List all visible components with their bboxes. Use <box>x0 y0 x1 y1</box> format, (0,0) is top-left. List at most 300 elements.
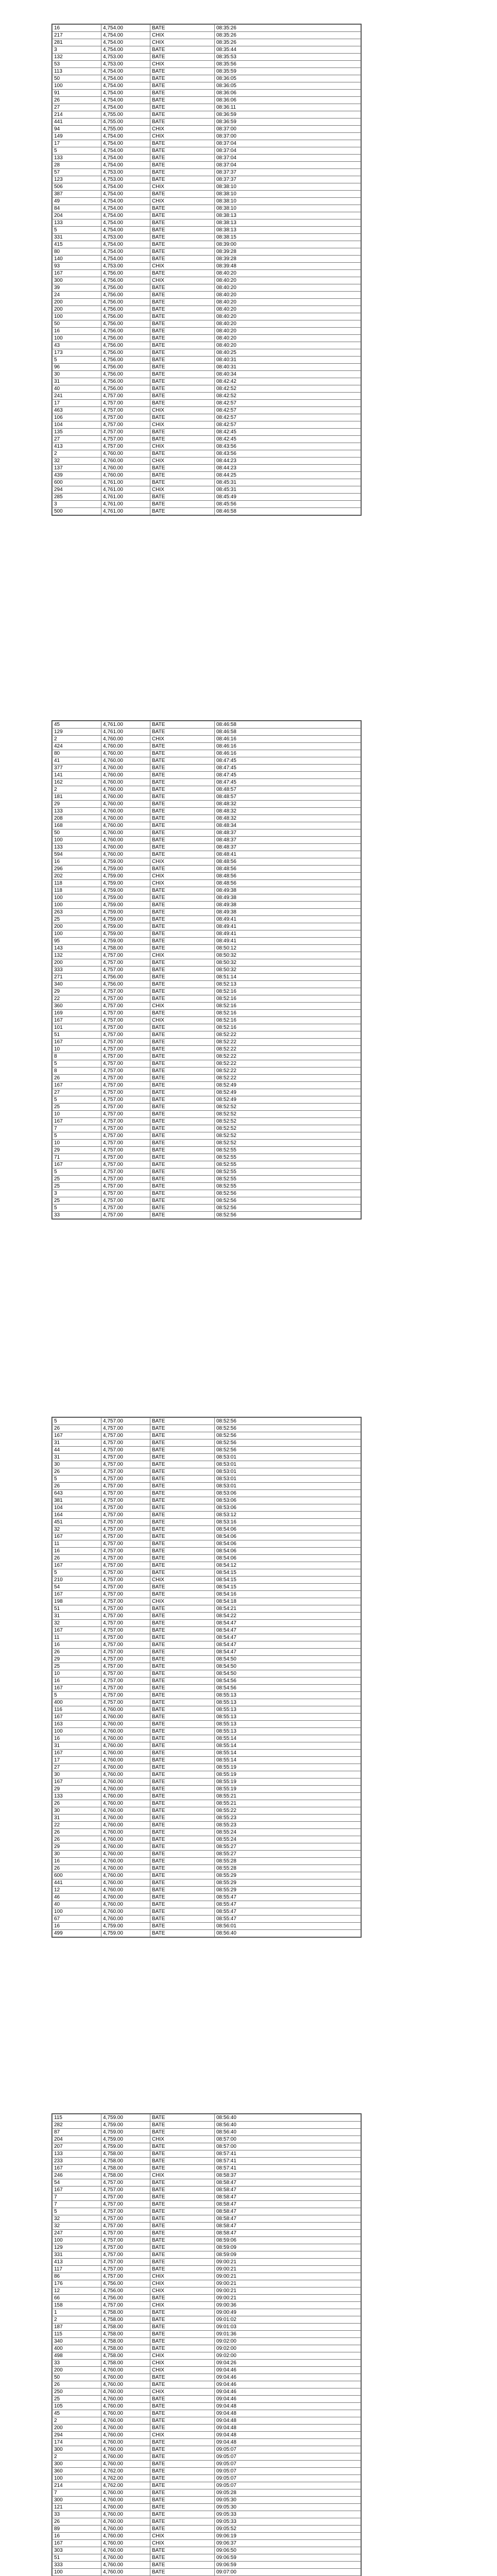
price-cell: 4,757.00 <box>101 1555 150 1562</box>
volume-cell: 174 <box>53 2439 101 2446</box>
volume-cell: 31 <box>53 1454 101 1461</box>
volume-cell: 137 <box>53 465 101 472</box>
price-cell: 4,756.00 <box>101 306 150 313</box>
venue-cell: BATE <box>150 414 215 421</box>
volume-cell: 50 <box>53 320 101 328</box>
table-row <box>53 1742 361 1750</box>
volume-cell: 5 <box>53 1476 101 1483</box>
price-cell: 4,757.00 <box>101 1168 150 1176</box>
table-row <box>53 263 361 270</box>
table-row <box>53 2331 361 2338</box>
time-cell: 08:55:13 <box>215 1721 361 1728</box>
table-row <box>53 1089 361 1096</box>
table-row <box>53 1641 361 1649</box>
table-row <box>53 486 361 494</box>
volume-cell: 26 <box>53 1865 101 1872</box>
time-cell: 08:53:01 <box>215 1454 361 1461</box>
table-row <box>53 880 361 887</box>
venue-cell: BATE <box>150 1168 215 1176</box>
price-cell: 4,760.00 <box>101 465 150 472</box>
table-row <box>53 1519 361 1526</box>
volume-cell: 129 <box>53 728 101 736</box>
time-cell: 08:55:19 <box>215 1778 361 1786</box>
time-cell: 08:48:37 <box>215 829 361 837</box>
table-row <box>53 1858 361 1865</box>
table-row <box>53 2158 361 2165</box>
price-cell: 4,757.00 <box>101 1598 150 1605</box>
venue-cell: BATE <box>150 2208 215 2215</box>
table-row <box>53 2497 361 2504</box>
venue-cell: BATE <box>150 75 215 82</box>
venue-cell: BATE <box>150 2158 215 2165</box>
table-row <box>53 450 361 457</box>
price-cell: 4,756.00 <box>101 371 150 378</box>
venue-cell: BATE <box>150 1031 215 1039</box>
time-cell: 08:50:32 <box>215 967 361 974</box>
volume-cell: 5 <box>53 147 101 155</box>
table-row <box>53 1836 361 1843</box>
price-cell: 4,759.00 <box>101 2122 150 2129</box>
volume-cell: 100 <box>53 930 101 938</box>
venue-cell: BATE <box>150 436 215 443</box>
volume-cell: 296 <box>53 866 101 873</box>
volume-cell: 133 <box>53 155 101 162</box>
venue-cell: CHIX <box>150 263 215 270</box>
venue-cell: BATE <box>150 750 215 757</box>
table-row <box>53 1490 361 1497</box>
time-cell: 08:55:47 <box>215 1908 361 1916</box>
volume-cell: 5 <box>53 1418 101 1425</box>
price-cell: 4,760.00 <box>101 1865 150 1872</box>
price-cell: 4,760.00 <box>101 757 150 765</box>
volume-cell: 167 <box>53 1039 101 1046</box>
volume-cell: 167 <box>53 1627 101 1634</box>
table-row <box>53 176 361 183</box>
volume-cell: 263 <box>53 909 101 916</box>
price-cell: 4,756.00 <box>101 2295 150 2302</box>
venue-cell: BATE <box>150 967 215 974</box>
venue-cell: CHIX <box>150 2172 215 2179</box>
time-cell: 08:52:55 <box>215 1168 361 1176</box>
volume-cell: 32 <box>53 1526 101 1533</box>
volume-cell: 2 <box>53 2417 101 2425</box>
volume-cell: 84 <box>53 205 101 212</box>
volume-cell: 25 <box>53 1183 101 1190</box>
time-cell: 08:48:32 <box>215 808 361 815</box>
volume-cell: 46 <box>53 1894 101 1901</box>
table-row <box>53 1432 361 1439</box>
venue-cell: BATE <box>150 995 215 1003</box>
volume-cell: 463 <box>53 407 101 414</box>
venue-cell: BATE <box>150 2122 215 2129</box>
time-cell: 08:35:44 <box>215 46 361 54</box>
venue-cell: BATE <box>150 2201 215 2208</box>
venue-cell: BATE <box>150 248 215 256</box>
table-row <box>53 1699 361 1706</box>
time-cell: 08:35:26 <box>215 25 361 32</box>
volume-cell: 167 <box>53 2187 101 2194</box>
price-cell: 4,754.00 <box>101 212 150 219</box>
time-cell: 08:54:06 <box>215 1533 361 1540</box>
volume-cell: 22 <box>53 995 101 1003</box>
venue-cell: BATE <box>150 959 215 967</box>
volume-cell: 27 <box>53 1764 101 1771</box>
price-cell: 4,753.00 <box>101 263 150 270</box>
venue-cell: BATE <box>150 1533 215 1540</box>
table-row <box>53 54 361 61</box>
trades-page-1 <box>52 24 362 516</box>
volume-cell: 100 <box>53 82 101 90</box>
table-row <box>53 198 361 205</box>
table-row <box>53 1555 361 1562</box>
price-cell: 4,756.00 <box>101 342 150 349</box>
price-cell: 4,757.00 <box>101 414 150 421</box>
table-row <box>53 981 361 988</box>
table-row <box>53 2309 361 2316</box>
venue-cell: BATE <box>150 1613 215 1620</box>
volume-cell: 91 <box>53 90 101 97</box>
price-cell: 4,760.00 <box>101 2511 150 2518</box>
venue-cell: BATE <box>150 1670 215 1677</box>
volume-cell: 100 <box>53 894 101 902</box>
volume-cell: 200 <box>53 959 101 967</box>
price-cell: 4,757.00 <box>101 967 150 974</box>
table-row <box>53 212 361 219</box>
volume-cell: 80 <box>53 248 101 256</box>
venue-cell: BATE <box>150 219 215 227</box>
time-cell: 08:40:20 <box>215 306 361 313</box>
price-cell: 4,760.00 <box>101 1714 150 1721</box>
venue-cell: CHIX <box>150 277 215 284</box>
volume-cell: 31 <box>53 378 101 385</box>
venue-cell: BATE <box>150 1161 215 1168</box>
time-cell: 09:05:07 <box>215 2453 361 2461</box>
volume-cell: 29 <box>53 1843 101 1851</box>
time-cell: 08:50:32 <box>215 952 361 959</box>
time-cell: 08:58:47 <box>215 2201 361 2208</box>
venue-cell: BATE <box>150 1082 215 1089</box>
venue-cell: CHIX <box>150 2367 215 2374</box>
table-row <box>53 793 361 801</box>
price-cell: 4,757.00 <box>101 1046 150 1053</box>
price-cell: 4,757.00 <box>101 1039 150 1046</box>
table-row <box>53 1930 361 1937</box>
price-cell: 4,757.00 <box>101 1613 150 1620</box>
volume-cell: 117 <box>53 2266 101 2273</box>
trades-table <box>52 24 361 515</box>
volume-cell: 10 <box>53 1111 101 1118</box>
time-cell: 08:53:12 <box>215 1512 361 1519</box>
price-cell: 4,760.00 <box>101 2554 150 2562</box>
volume-cell: 200 <box>53 2425 101 2432</box>
price-cell: 4,757.00 <box>101 400 150 407</box>
time-cell: 08:45:49 <box>215 494 361 501</box>
venue-cell: BATE <box>150 728 215 736</box>
time-cell: 08:53:01 <box>215 1483 361 1490</box>
time-cell: 08:49:38 <box>215 894 361 902</box>
volume-cell: 41 <box>53 757 101 765</box>
venue-cell: BATE <box>150 378 215 385</box>
table-row <box>53 284 361 292</box>
table-row <box>53 1793 361 1800</box>
volume-cell: 594 <box>53 851 101 858</box>
table-row <box>53 407 361 414</box>
table-row <box>53 1526 361 1533</box>
price-cell: 4,760.00 <box>101 1728 150 1735</box>
volume-cell: 29 <box>53 1656 101 1663</box>
venue-cell: BATE <box>150 2114 215 2122</box>
price-cell: 4,758.00 <box>101 2172 150 2179</box>
table-row <box>53 844 361 851</box>
price-cell: 4,759.00 <box>101 2143 150 2150</box>
volume-cell: 123 <box>53 176 101 183</box>
volume-cell: 167 <box>53 2165 101 2172</box>
price-cell: 4,761.00 <box>101 728 150 736</box>
time-cell: 08:52:56 <box>215 1418 361 1425</box>
volume-cell: 29 <box>53 988 101 995</box>
time-cell: 08:55:13 <box>215 1692 361 1699</box>
table-row <box>53 1461 361 1468</box>
table-row <box>53 1872 361 1879</box>
table-row <box>53 2569 361 2576</box>
venue-cell: BATE <box>150 1519 215 1526</box>
time-cell: 08:55:19 <box>215 1764 361 1771</box>
time-cell: 08:55:24 <box>215 1836 361 1843</box>
volume-cell: 17 <box>53 140 101 147</box>
time-cell: 08:52:22 <box>215 1060 361 1067</box>
volume-cell: 413 <box>53 2259 101 2266</box>
table-row <box>53 277 361 284</box>
volume-cell: 187 <box>53 2324 101 2331</box>
venue-cell: BATE <box>150 1721 215 1728</box>
venue-cell: BATE <box>150 212 215 219</box>
volume-cell: 1 <box>53 2309 101 2316</box>
venue-cell: BATE <box>150 241 215 248</box>
venue-cell: BATE <box>150 1490 215 1497</box>
trades-table <box>52 1417 361 1937</box>
table-row <box>53 786 361 793</box>
volume-cell: 16 <box>53 1735 101 1742</box>
volume-cell: 200 <box>53 2367 101 2374</box>
table-row <box>53 147 361 155</box>
venue-cell: BATE <box>150 97 215 104</box>
table-row <box>53 1132 361 1140</box>
venue-cell: BATE <box>150 974 215 981</box>
price-cell: 4,760.00 <box>101 1757 150 1764</box>
volume-cell: 451 <box>53 1519 101 1526</box>
table-row <box>53 1843 361 1851</box>
time-cell: 08:54:18 <box>215 1598 361 1605</box>
volume-cell: 32 <box>53 2223 101 2230</box>
venue-cell: CHIX <box>150 61 215 68</box>
price-cell: 4,756.00 <box>101 277 150 284</box>
price-cell: 4,760.00 <box>101 2439 150 2446</box>
time-cell: 09:07:00 <box>215 2569 361 2576</box>
venue-cell: BATE <box>150 1190 215 1197</box>
volume-cell: 200 <box>53 306 101 313</box>
table-row <box>53 241 361 248</box>
time-cell: 08:55:14 <box>215 1750 361 1757</box>
table-row <box>53 1154 361 1161</box>
volume-cell: 169 <box>53 1010 101 1017</box>
table-row <box>53 2482 361 2489</box>
time-cell: 08:38:13 <box>215 219 361 227</box>
time-cell: 09:00:21 <box>215 2266 361 2273</box>
venue-cell: BATE <box>150 1504 215 1512</box>
venue-cell: BATE <box>150 2129 215 2136</box>
volume-cell: 26 <box>53 1555 101 1562</box>
time-cell: 09:01:02 <box>215 2316 361 2324</box>
venue-cell: BATE <box>150 1555 215 1562</box>
time-cell: 08:52:52 <box>215 1125 361 1132</box>
price-cell: 4,757.00 <box>101 988 150 995</box>
venue-cell: BATE <box>150 501 215 508</box>
table-row <box>53 1205 361 1212</box>
venue-cell: BATE <box>150 786 215 793</box>
venue-cell: BATE <box>150 801 215 808</box>
time-cell: 08:52:55 <box>215 1147 361 1154</box>
table-row <box>53 1879 361 1887</box>
time-cell: 09:04:48 <box>215 2432 361 2439</box>
table-row <box>53 2208 361 2215</box>
time-cell: 08:59:09 <box>215 2251 361 2259</box>
time-cell: 08:46:16 <box>215 750 361 757</box>
time-cell: 08:52:52 <box>215 1118 361 1125</box>
price-cell: 4,760.00 <box>101 743 150 750</box>
volume-cell: 11 <box>53 1540 101 1548</box>
venue-cell: BATE <box>150 2338 215 2345</box>
venue-cell: CHIX <box>150 39 215 46</box>
time-cell: 09:05:07 <box>215 2482 361 2489</box>
venue-cell: BATE <box>150 1096 215 1104</box>
table-row <box>53 1425 361 1432</box>
time-cell: 08:55:47 <box>215 1916 361 1923</box>
table-row <box>53 995 361 1003</box>
table-row <box>53 2468 361 2475</box>
volume-cell: 10 <box>53 1670 101 1677</box>
volume-cell: 132 <box>53 952 101 959</box>
price-cell: 4,753.00 <box>101 176 150 183</box>
table-row <box>53 1706 361 1714</box>
venue-cell: BATE <box>150 2381 215 2388</box>
volume-cell: 10 <box>53 1046 101 1053</box>
venue-cell: BATE <box>150 1786 215 1793</box>
table-row <box>53 1757 361 1764</box>
table-row <box>53 68 361 75</box>
time-cell: 08:48:32 <box>215 815 361 822</box>
time-cell: 08:38:13 <box>215 212 361 219</box>
time-cell: 08:52:16 <box>215 1003 361 1010</box>
price-cell: 4,760.00 <box>101 2410 150 2417</box>
volume-cell: 5 <box>53 1205 101 1212</box>
venue-cell: BATE <box>150 1526 215 1533</box>
time-cell: 08:55:14 <box>215 1742 361 1750</box>
venue-cell: BATE <box>150 1447 215 1454</box>
volume-cell: 11 <box>53 1634 101 1641</box>
price-cell: 4,757.00 <box>101 1540 150 1548</box>
time-cell: 08:52:16 <box>215 1010 361 1017</box>
price-cell: 4,756.00 <box>101 299 150 306</box>
time-cell: 08:40:20 <box>215 342 361 349</box>
time-cell: 08:55:27 <box>215 1843 361 1851</box>
venue-cell: BATE <box>150 2345 215 2352</box>
venue-cell: BATE <box>150 757 215 765</box>
price-cell: 4,757.00 <box>101 1627 150 1634</box>
venue-cell: BATE <box>150 393 215 400</box>
price-cell: 4,757.00 <box>101 1104 150 1111</box>
venue-cell: BATE <box>150 385 215 393</box>
volume-cell: 413 <box>53 443 101 450</box>
venue-cell: BATE <box>150 2230 215 2237</box>
volume-cell: 158 <box>53 2302 101 2309</box>
venue-cell: BATE <box>150 155 215 162</box>
price-cell: 4,757.00 <box>101 1024 150 1031</box>
price-cell: 4,760.00 <box>101 1872 150 1879</box>
table-row <box>53 873 361 880</box>
volume-cell: 33 <box>53 2360 101 2367</box>
time-cell: 09:00:21 <box>215 2273 361 2280</box>
volume-cell: 200 <box>53 299 101 306</box>
venue-cell: BATE <box>150 1439 215 1447</box>
table-row <box>53 1053 361 1060</box>
volume-cell: 25 <box>53 1663 101 1670</box>
venue-cell: CHIX <box>150 2432 215 2439</box>
price-cell: 4,760.00 <box>101 1793 150 1800</box>
price-cell: 4,760.00 <box>101 736 150 743</box>
volume-cell: 300 <box>53 2461 101 2468</box>
table-row <box>53 2295 361 2302</box>
time-cell: 08:37:04 <box>215 155 361 162</box>
venue-cell: BATE <box>150 2461 215 2468</box>
price-cell: 4,760.00 <box>101 1901 150 1908</box>
volume-cell: 113 <box>53 68 101 75</box>
venue-cell: BATE <box>150 1923 215 1930</box>
venue-cell: BATE <box>150 1930 215 1937</box>
venue-cell: BATE <box>150 1649 215 1656</box>
price-cell: 4,760.00 <box>101 1822 150 1829</box>
price-cell: 4,757.00 <box>101 1060 150 1067</box>
price-cell: 4,760.00 <box>101 779 150 786</box>
price-cell: 4,756.00 <box>101 349 150 357</box>
time-cell: 09:06:19 <box>215 2533 361 2540</box>
time-cell: 08:52:52 <box>215 1104 361 1111</box>
price-cell: 4,758.00 <box>101 945 150 952</box>
price-cell: 4,754.00 <box>101 147 150 155</box>
volume-cell: 121 <box>53 2504 101 2511</box>
venue-cell: BATE <box>150 866 215 873</box>
price-cell: 4,757.00 <box>101 1418 150 1425</box>
venue-cell: BATE <box>150 1140 215 1147</box>
time-cell: 08:54:56 <box>215 1685 361 1692</box>
venue-cell: BATE <box>150 140 215 147</box>
time-cell: 09:05:07 <box>215 2468 361 2475</box>
time-cell: 09:00:49 <box>215 2309 361 2316</box>
price-cell: 4,757.00 <box>101 1548 150 1555</box>
table-row <box>53 1569 361 1577</box>
volume-cell: 271 <box>53 974 101 981</box>
table-row <box>53 1082 361 1089</box>
time-cell: 08:52:16 <box>215 988 361 995</box>
table-row <box>53 1764 361 1771</box>
time-cell: 09:05:07 <box>215 2446 361 2453</box>
price-cell: 4,759.00 <box>101 916 150 923</box>
time-cell: 08:58:47 <box>215 2187 361 2194</box>
time-cell: 08:37:37 <box>215 176 361 183</box>
table-row <box>53 421 361 429</box>
venue-cell: BATE <box>150 1046 215 1053</box>
time-cell: 08:37:00 <box>215 133 361 140</box>
table-row <box>53 429 361 436</box>
